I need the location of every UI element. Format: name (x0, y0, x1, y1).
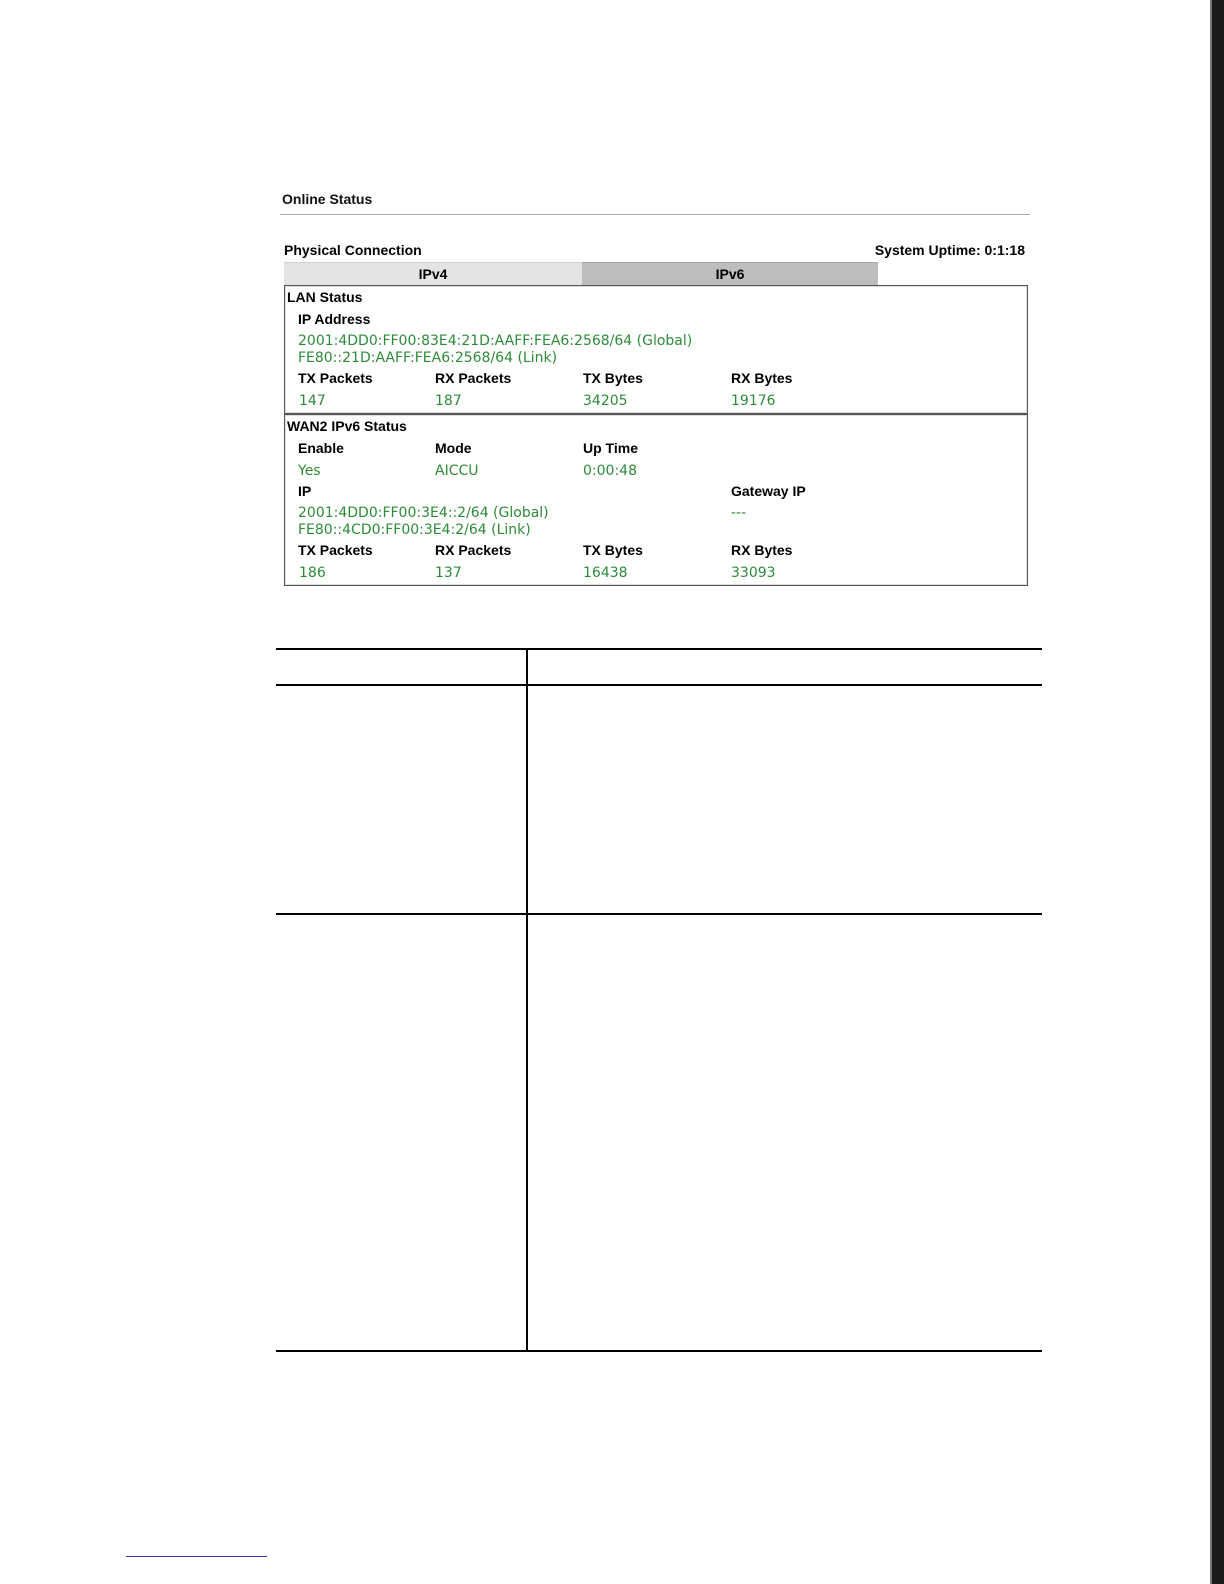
lan-rx-bytes-value: 19176 (731, 393, 776, 409)
system-uptime: System Uptime: 0:1:18 (874, 242, 1025, 258)
lan-rx-packets-value: 187 (435, 393, 462, 409)
wan2-tx-bytes-value: 16438 (583, 565, 628, 581)
lan-tx-packets-label: TX Packets (298, 370, 373, 386)
footer-link-underline[interactable] (126, 1556, 267, 1557)
wan2-rx-bytes-label: RX Bytes (731, 542, 793, 558)
wan2-tx-bytes-label: TX Bytes (583, 542, 643, 558)
wan2-status-box (284, 414, 1028, 586)
wan2-enable-label: Enable (298, 440, 344, 456)
lan-rx-bytes-label: RX Bytes (731, 370, 793, 386)
online-status-panel (280, 186, 1040, 600)
lan-status-box (284, 285, 1028, 414)
lan-ip-global: 2001:4DD0:FF00:83E4:21D:AAFF:FEA6:2568/64 (Global) (298, 333, 693, 349)
lan-tx-packets-value: 147 (299, 393, 326, 409)
wan2-gateway-label: Gateway IP (731, 483, 806, 499)
table-bottom-rule (276, 1350, 1042, 1352)
lan-ip-link: FE80::21D:AAFF:FEA6:2568/64 (Link) (298, 350, 558, 366)
description-table (276, 648, 1042, 1352)
table-header-rule (276, 684, 1042, 686)
wan2-rx-bytes-value: 33093 (731, 565, 776, 581)
wan2-tx-packets-value: 186 (299, 565, 326, 581)
lan-tx-bytes-value: 34205 (583, 393, 628, 409)
wan2-rx-packets-label: RX Packets (435, 542, 512, 558)
page-edge (1210, 0, 1224, 1584)
wan2-uptime-label: Up Time (583, 440, 638, 456)
table-top-rule (276, 648, 1042, 650)
wan2-gateway-value: --- (731, 505, 747, 521)
physical-connection-label: Physical Connection (284, 242, 422, 258)
lan-tx-bytes-label: TX Bytes (583, 370, 643, 386)
wan2-ip-link: FE80::4CD0:FF00:3E4:2/64 (Link) (298, 522, 531, 538)
ip-version-tabs (284, 262, 878, 284)
wan2-mode-label: Mode (435, 440, 472, 456)
lan-ip-address-label: IP Address (298, 311, 371, 327)
wan2-ip-label: IP (298, 483, 312, 499)
wan2-enable-value: Yes (298, 463, 321, 479)
lan-status-title: LAN Status (287, 289, 363, 305)
wan2-ip-global: 2001:4DD0:FF00:3E4::2/64 (Global) (298, 505, 549, 521)
wan2-mode-value: AICCU (435, 463, 479, 479)
table-row-divider (276, 913, 1042, 915)
wan2-tx-packets-label: TX Packets (298, 542, 373, 558)
page-edge-highlight (1210, 0, 1212, 1584)
wan2-status-title: WAN2 IPv6 Status (287, 418, 407, 434)
wan2-uptime-value: 0:00:48 (583, 463, 637, 479)
lan-rx-packets-label: RX Packets (435, 370, 512, 386)
wan2-rx-packets-value: 137 (435, 565, 462, 581)
title-divider (280, 214, 1030, 215)
tab-ipv4[interactable]: IPv4 (284, 262, 582, 285)
page-title: Online Status (282, 191, 373, 207)
tab-ipv6[interactable]: IPv6 (582, 262, 878, 285)
table-column-divider (526, 648, 528, 1352)
